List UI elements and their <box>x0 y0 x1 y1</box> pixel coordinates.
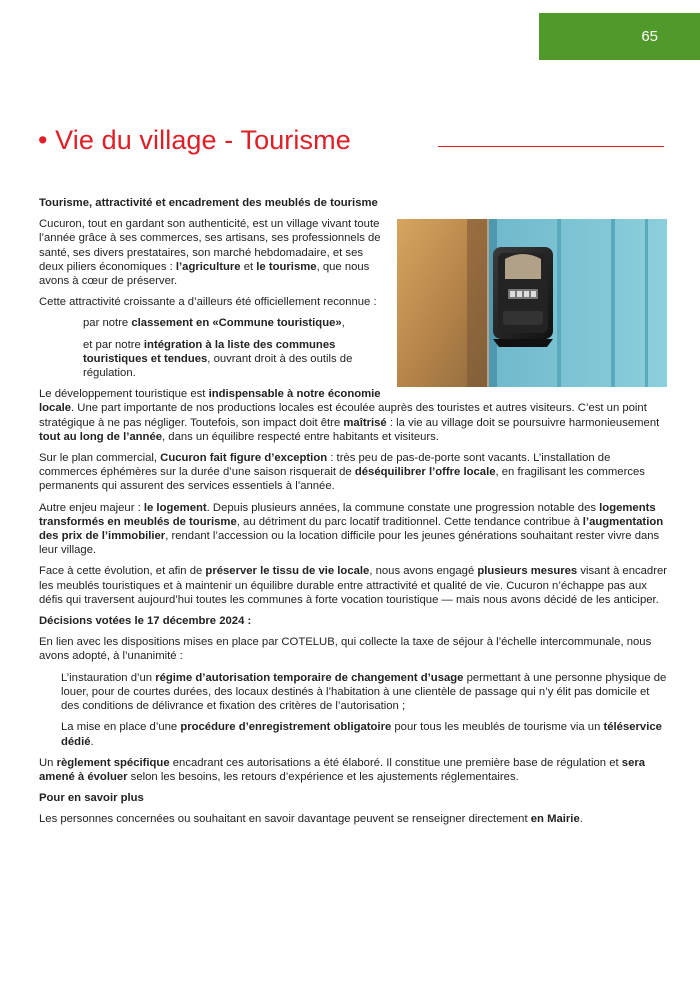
paragraph: Le développement touristique est indispensable à notre économie locale. Une part importante de nos productions locales est écoulée auprès des touristes et autres visiteurs. C’est un point stratégique à ne pas négliger. Toutefois, son impact doit être maîtrisé : la vie au village doit se poursuivre harmonieusement tout au long de l’année, dans un équilibre respecté entre habitants et visiteurs. <box>39 388 660 443</box>
section-heading: Tourisme, attractivité et encadrement des meublés de tourisme <box>39 197 378 209</box>
page-number-box <box>539 13 700 60</box>
paragraph: Cucuron, tout en gardant son authenticité, est un village vivant toute l’année grâce à ses commerces, ses artisans, ses professionnels de santé, ses divers prestataires, son marché hebdomadaire, et ses deux piliers économiques : l’agriculture et le tourisme, que nous avons à cœur de préserver. <box>39 218 381 288</box>
list-item: et par notre intégration à la liste des communes touristiques et tendues, ouvrant droit à des outils de régulation. <box>83 338 353 380</box>
paragraph: Cette attractivité croissante a d’ailleurs été officiellement reconnue : <box>39 296 377 309</box>
paragraph: Un règlement spécifique encadrant ces autorisations a été élaboré. Il constitue une première base de régulation et sera amené à évoluer selon les besoins, les retours d’expérience et les ajustements réglementaires. <box>39 756 646 783</box>
list-item: L’instauration d’un régime d’autorisation temporaire de changement d’usage permettant à une personne physique de louer, pour de courtes durées, des locaux destinés à l’habitation à une clientèle de passage qui n’y élit pas domicile et des conditions de délivrance et fixation des critères de l’autorisation ; <box>61 671 667 713</box>
paragraph: Autre enjeu majeur : le logement. Depuis plusieurs années, la commune constate une progression notable des logements transformés en meublés de tourisme, au détriment du parc locatif traditionnel. Cette tendance contribue à l’augmentation des prix de l’immobilier, rendant l’accession ou la location difficile pour les jeunes générations souhaitant rester vivre dans leur village. <box>39 501 664 557</box>
lockbox-image-icon <box>397 219 667 387</box>
paragraph: Les personnes concernées ou souhaitant en savoir davantage peuvent se renseigner directement en Mairie. <box>39 813 583 826</box>
page-number: 65 <box>641 28 658 45</box>
title-rule <box>438 146 664 147</box>
section-heading: Décisions votées le 17 décembre 2024 : <box>39 615 252 628</box>
key-lockbox-photo <box>397 219 667 387</box>
paragraph: En lien avec les dispositions mises en place par COTELUB, qui collecte la taxe de séjour à l’échelle intercommunale, nous avons adopté, à l’unanimité : <box>39 636 652 663</box>
list-item: La mise en place d’une procédure d’enregistrement obligatoire pour tous les meublés de tourisme via un téléservice dédié. <box>61 721 662 748</box>
article-body <box>39 196 667 834</box>
list-item: par notre classement en «Commune touristique», <box>83 317 345 330</box>
section-heading: Pour en savoir plus <box>39 792 144 805</box>
paragraph: Face à cette évolution, et afin de préserver le tissu de vie locale, nous avons engagé plusieurs mesures visant à encadrer les meublés touristiques et à maintenir un équilibre durable entre attractivité et qualité de vie. Cucuron n’échappe pas aux défis qui traversent aujourd’hui toutes les communes à forte vocation touristique — mais nous avons décidé de les anticiper. <box>39 565 668 606</box>
page-title: • Vie du village - Tourisme <box>38 125 351 155</box>
paragraph: Sur le plan commercial, Cucuron fait figure d’exception : très peu de pas-de-porte sont vacants. L’installation de commerces éphémères sur la durée d’une saison risquerait de déséquilibrer l’offre locale, en fragilisant les commerces permanents qui assurent des services essentiels à l’année. <box>39 452 645 493</box>
